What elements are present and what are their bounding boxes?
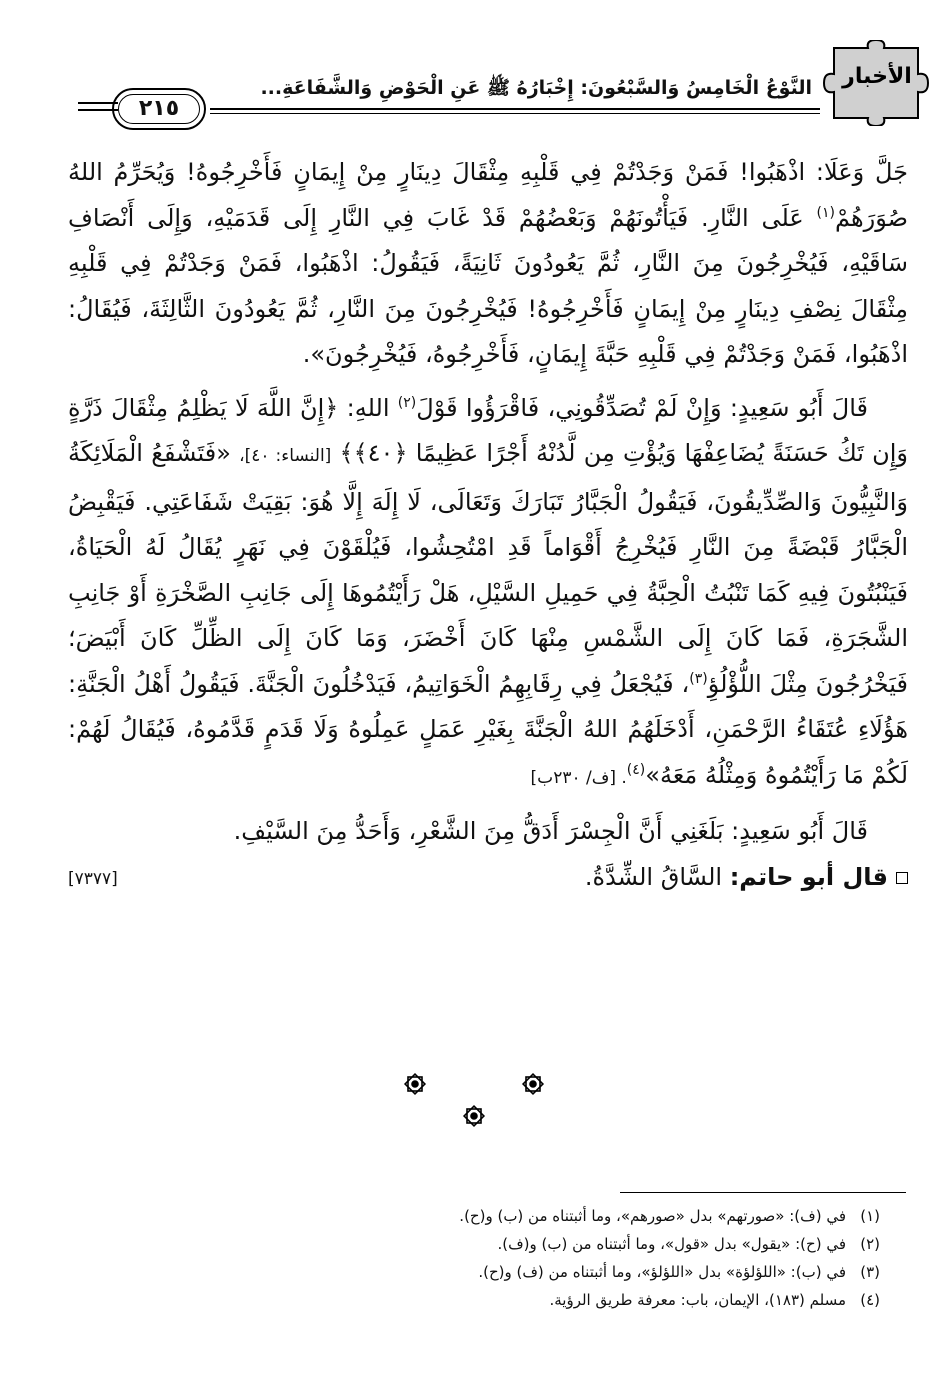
text-line: وَيُحَرِّمُ اللهُ صُوَرَهُمْ bbox=[68, 158, 908, 232]
verse-reference: [النساء: ٤٠]، bbox=[239, 446, 332, 466]
footnote-marker[interactable]: (٢) bbox=[397, 394, 417, 411]
footnote-marker[interactable]: (١) bbox=[816, 204, 835, 221]
text-line: وَإِلَى أَنْصَافِ سَاقَيْهِ، فَيُخْرِجُونَ مِنَ النَّارِ، ثُمَّ يَعُودُونَ ثَانِيَةً، فَيَقُولُ: اذْهَبُوا، فَمَنْ bbox=[68, 203, 908, 277]
commentary-note bbox=[585, 855, 908, 901]
page-number-frame bbox=[112, 88, 206, 130]
section-ornaments bbox=[0, 1065, 948, 1135]
square-bullet-icon bbox=[896, 872, 908, 884]
text-line: فَيُخْرِجُونَ». bbox=[302, 340, 418, 368]
footnote-separator bbox=[620, 1192, 906, 1193]
footnote-number: (٢) bbox=[860, 1235, 880, 1253]
footnotes bbox=[200, 1202, 880, 1314]
footnote-number: (٤) bbox=[860, 1291, 880, 1309]
footnote bbox=[200, 1286, 880, 1314]
section-corner-label: الأخبار bbox=[842, 64, 912, 89]
quran-verse: اللهِ: ﴿إِنَّ اللَّهَ لَا يَظْلِمُ مِثْقَالَ ذَرَّةٍ وَإِن تَكُ حَسَنَةً يُضَاعِفْهَا وَيُؤْتِ مِن لَّدُنْهُ أَجْرًا عَظِيمًا ﴿٤٠﴾﴾ bbox=[68, 393, 909, 467]
main-text bbox=[68, 150, 908, 901]
text-line: عَلَى النَّارِ. فَيَأْتُونَهُمْ وَبَعْضُهُمْ قَدْ غَابَ فِي النَّارِ إِلَى قَدَمَيْهِ، bbox=[205, 203, 804, 232]
page-header bbox=[60, 40, 940, 130]
footnote bbox=[200, 1230, 880, 1258]
text-segment: ، فَيُجْعَلُ فِي رِقَابِهِمُ الْخَوَاتِيمُ، فَيَدْخُلُونَ الْجَنَّةَ. فَيَقُولُ أَهْلُ الْجَنَّةِ: هَؤُلَاءِ عُتَقَاءُ الرَّحْمَنِ، أَدْخَلَهُمُ اللهُ الْجَنَّةَ بِغَيْرِ عَمَلٍ عَمِلُوهُ وَلَا قَدَمٍ قَدَّمُوهُ، فَيُقَالُ لَهُمْ: لَكُمْ مَا رَأَيْتُمُوهُ وَمِثْلُهُ مَعَهُ» bbox=[68, 669, 908, 789]
commentary-text: السَّاقُ الشِّدَّةُ. bbox=[584, 862, 723, 891]
footnote-number: (١) bbox=[860, 1207, 880, 1225]
footnote-text: في (ب): «اللؤلؤة» بدل «اللؤلؤ»، وما أثبتناه من (ف) و(ح). bbox=[478, 1263, 846, 1281]
hadith-paragraph-3: قَالَ أَبُو سَعِيدٍ: بَلَغَنِي أَنَّ الْجِسْرَ أَدَقُّ مِنَ الشَّعْرِ، وَأَحَدُّ مِنَ السَّيْفِ. bbox=[233, 817, 868, 845]
commentary-label: قال أبو حاتم: bbox=[729, 862, 888, 891]
text-line: يَعُودُونَ الثَّالِثَةَ، فَيُقَالُ: اذْهَبُوا، فَمَنْ وَجَدْتُمْ فِي قَلْبِهِ حَبَّةَ إِيمَانٍ، فَأَخْرِجُوهُ، bbox=[68, 294, 908, 368]
header-rule bbox=[210, 108, 820, 110]
text-segment: «فَتَشْفَعُ الْمَلَائِكَةُ وَالنَّبِيُّونَ وَالصِّدِّيقُونَ، فَيَقُولُ الْجَبَّارُ تَبَارَكَ وَتَعَالَى، لَا إِلَهَ إِلَّا هُوَ: بَقِيَتْ شَفَاعَتِي. فَيَقْبِضُ الْجَبَّارُ قَبْضَةً مِنَ النَّارِ فَيُخْرِجُ أَقْوَاماً قَدِ امْتُحِشُوا، فَيُلْقَوْنَ فِي نَهَرٍ يُقَالُ لَهُ الْحَيَاةُ، فَيَنْبُتُونَ فِيهِ كَمَا تَنْبُتُ الْحِبَّةُ فِي حَمِيلِ السَّيْلِ، هَلْ رَأَيْتُمُوهَا إِلَى جَانِبِ الصَّخْرَةِ أَوْ جَانِبِ الشَّجَرَةِ، فَمَا كَانَ إِلَى الشَّمْسِ مِنْهَا كَانَ أَخْضَرَ، وَمَا كَانَ إِلَى الظِّلِّ كَانَ أَبْيَضَ؛ فَيَخْرُجُونَ مِثْلَ اللُّؤْلُؤِ bbox=[68, 439, 908, 698]
footnote-marker[interactable]: (٣) bbox=[689, 670, 708, 687]
page-number: ٢١٥ bbox=[138, 96, 180, 121]
hadith-paragraph-1 bbox=[68, 150, 908, 378]
footnote-marker[interactable]: (٤) bbox=[626, 761, 646, 778]
record-number: [٧٣٧٧] bbox=[68, 868, 118, 889]
running-title: النَّوْعُ الْخَامِسُ وَالسَّبْعُونَ: إِخْبَارُهُ ﷺ عَنِ الْحَوْضِ وَالشَّفَاعَةِ... bbox=[260, 77, 812, 99]
footnote bbox=[200, 1202, 880, 1230]
ornament-icon bbox=[402, 1071, 428, 1097]
hadith-paragraph-2 bbox=[68, 386, 908, 802]
text-line: وَجَدْتُمْ فِي قَلْبِهِ مِثْقَالَ نِصْفِ دِينَارٍ مِنْ إِيمَانٍ فَأَخْرِجُوهُ! فَيُخْرِجُونَ مِنَ النَّارِ، ثُمَّ bbox=[68, 249, 908, 323]
commentary-row bbox=[68, 855, 908, 901]
footnote-text: مسلم (١٨٣)، الإيمان، باب: معرفة طريق الرؤية. bbox=[549, 1291, 846, 1309]
folio-reference: . [ف/ ٢٣٠ب] bbox=[530, 767, 627, 788]
footnote-text: في (ف): «صورتهم» بدل «صورهم»، وما أثبتناه من (ب) و(ح). bbox=[459, 1207, 846, 1225]
text-line: جَلَّ وَعَلَا: اذْهَبُوا! فَمَنْ وَجَدْتُمْ فِي قَلْبِهِ مِثْقَالَ دِينَارٍ مِنْ إِيمَانٍ فَأَخْرِجُوهُ! bbox=[186, 158, 908, 186]
footnote-text: في (ح): «يقول» بدل «قول»، وما أثبتناه من (ب) و(ف). bbox=[497, 1235, 846, 1253]
footnote bbox=[200, 1258, 880, 1286]
header-rule bbox=[210, 113, 820, 114]
ornament-icon bbox=[520, 1071, 546, 1097]
text-segment: قَالَ أَبُو سَعِيدٍ: وَإِنْ لَمْ تُصَدِّقُونِي، فَاقْرَؤُوا قَوْلَ bbox=[416, 393, 868, 422]
footnote-number: (٣) bbox=[860, 1263, 880, 1281]
ornament-icon bbox=[461, 1103, 487, 1129]
